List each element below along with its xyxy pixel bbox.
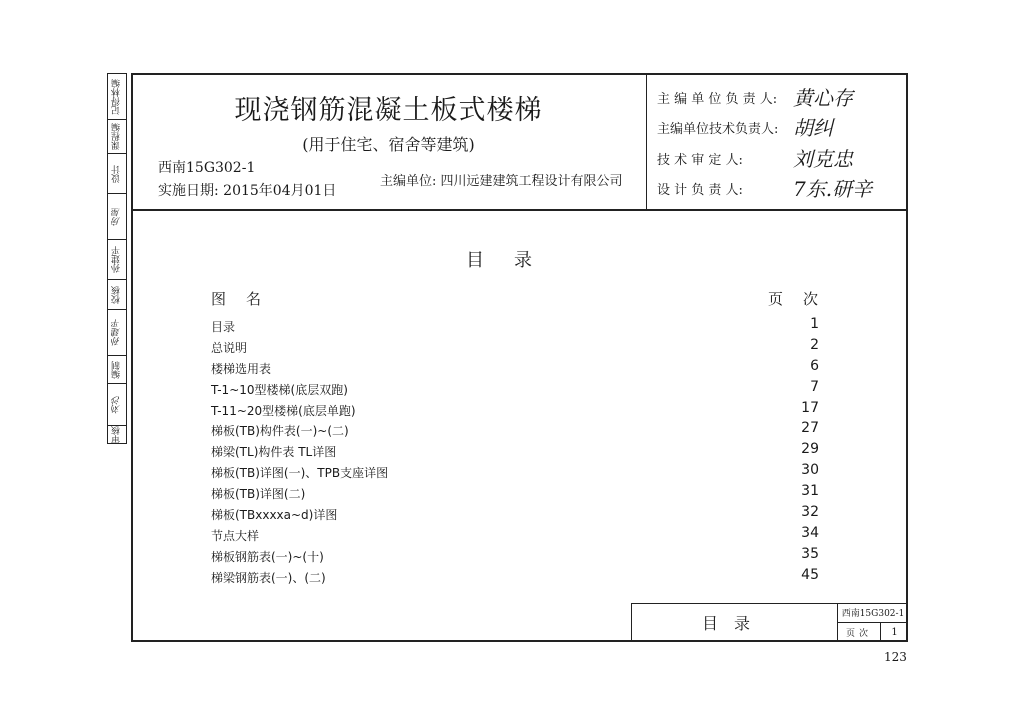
responsible-label: 技 术 审 定 人: — [657, 153, 743, 168]
signature: 黄心存 — [793, 86, 853, 110]
title-block-code: 西南15G302-1 — [837, 603, 908, 623]
header-vertical-divider — [646, 73, 647, 210]
signature-strip — [107, 73, 127, 444]
toc-row[interactable] — [211, 358, 819, 378]
toc-row[interactable] — [211, 546, 819, 566]
strip-cell: 校核 — [108, 280, 126, 310]
toc-item-name: 梯梁钢筋表(一)、(二) — [211, 571, 326, 585]
toc-item-page: 1 — [810, 316, 819, 332]
toc-item-page: 32 — [801, 504, 819, 520]
toc-row[interactable] — [211, 483, 819, 503]
strip-cell: 审核 — [111, 426, 122, 443]
strip-cell: 刘沙 — [108, 384, 126, 426]
title-block-name: 目录 — [701, 614, 766, 633]
implementation-date: 实施日期: 2015年04月01日 — [158, 183, 337, 199]
toc-item-page: 6 — [810, 358, 819, 374]
toc-row[interactable] — [211, 379, 819, 399]
toc-row[interactable] — [211, 567, 819, 587]
toc-item-page: 27 — [801, 420, 819, 436]
header-divider-line — [131, 209, 908, 211]
signature: 刘克忠 — [793, 147, 853, 171]
responsible-row — [657, 179, 872, 199]
strip-cell: 设计 — [108, 154, 126, 194]
title-block-page-label: 页次 — [837, 623, 881, 642]
toc-row[interactable] — [211, 400, 819, 420]
toc-item-page: 31 — [801, 483, 819, 499]
responsible-label: 设 计 负 责 人: — [657, 183, 743, 198]
atlas-code: 西南15G302-1 — [158, 160, 256, 176]
toc-item-name: 楼梯选用表 — [211, 362, 272, 376]
toc-row[interactable] — [211, 525, 819, 545]
strip-cell: 房屋 — [108, 194, 126, 240]
column-header-name: 图名 — [211, 290, 282, 308]
toc-row[interactable] — [211, 337, 819, 357]
toc-item-name: 梯板(TBxxxxa~d)详图 — [211, 508, 338, 522]
toc-item-name: T-11~20型楼梯(底层单跑) — [211, 404, 356, 418]
signature: 胡纠 — [793, 116, 833, 140]
strip-cell: 孙建平 — [108, 310, 126, 356]
toc-item-name: 节点大样 — [211, 529, 260, 543]
toc-item-name: 梯板(TB)详图(二) — [211, 487, 306, 501]
toc-item-name: 梯板钢筋表(一)~(十) — [211, 550, 324, 564]
toc-row[interactable] — [211, 316, 819, 336]
strip-cell: 课程编 — [108, 120, 126, 154]
toc-item-page: 17 — [801, 400, 819, 416]
responsible-label: 主 编 单 位 负 责 人: — [657, 92, 778, 107]
sheet-number: 123 — [884, 650, 907, 664]
responsible-row — [657, 118, 833, 138]
toc-item-name: 梯梁(TL)构件表 TL详图 — [211, 445, 337, 459]
toc-title: 目录 — [466, 250, 562, 271]
toc-item-name: 梯板(TB)详图(一)、TPB支座详图 — [211, 466, 389, 480]
responsible-row — [657, 88, 853, 108]
responsible-row — [657, 149, 853, 169]
toc-row[interactable] — [211, 504, 819, 524]
strip-cell: 记得林编 — [108, 74, 126, 120]
title-block-page-number: 1 — [891, 627, 898, 638]
strip-cell: 孙建平 — [108, 240, 126, 280]
toc-row[interactable] — [211, 441, 819, 461]
toc-row[interactable] — [211, 462, 819, 482]
toc-item-page: 29 — [801, 441, 819, 457]
toc-item-name: 总说明 — [211, 341, 248, 355]
toc-item-page: 2 — [810, 337, 819, 353]
toc-item-name: 目录 — [211, 320, 236, 334]
signature: 7东.研辛 — [793, 177, 873, 201]
toc-item-page: 30 — [801, 462, 819, 478]
responsible-label: 主编单位技术负责人: — [657, 122, 779, 137]
page-title: 现浇钢筋混凝土板式楼梯 — [234, 95, 543, 126]
toc-item-page: 35 — [801, 546, 819, 562]
toc-item-page: 45 — [801, 567, 819, 583]
column-header-page: 页次 — [768, 290, 839, 308]
toc-item-name: T-1~10型楼梯(底层双跑) — [211, 383, 348, 397]
editor-unit: 主编单位: 四川远建建筑工程设计有限公司 — [380, 174, 623, 189]
toc-item-page: 34 — [801, 525, 819, 541]
toc-item-page: 7 — [810, 379, 819, 395]
strip-cell: 编制 — [108, 356, 126, 384]
toc-item-name: 梯板(TB)构件表(一)~(二) — [211, 424, 349, 438]
toc-row[interactable] — [211, 420, 819, 440]
page-subtitle: (用于住宅、宿舍等建筑) — [302, 135, 475, 154]
